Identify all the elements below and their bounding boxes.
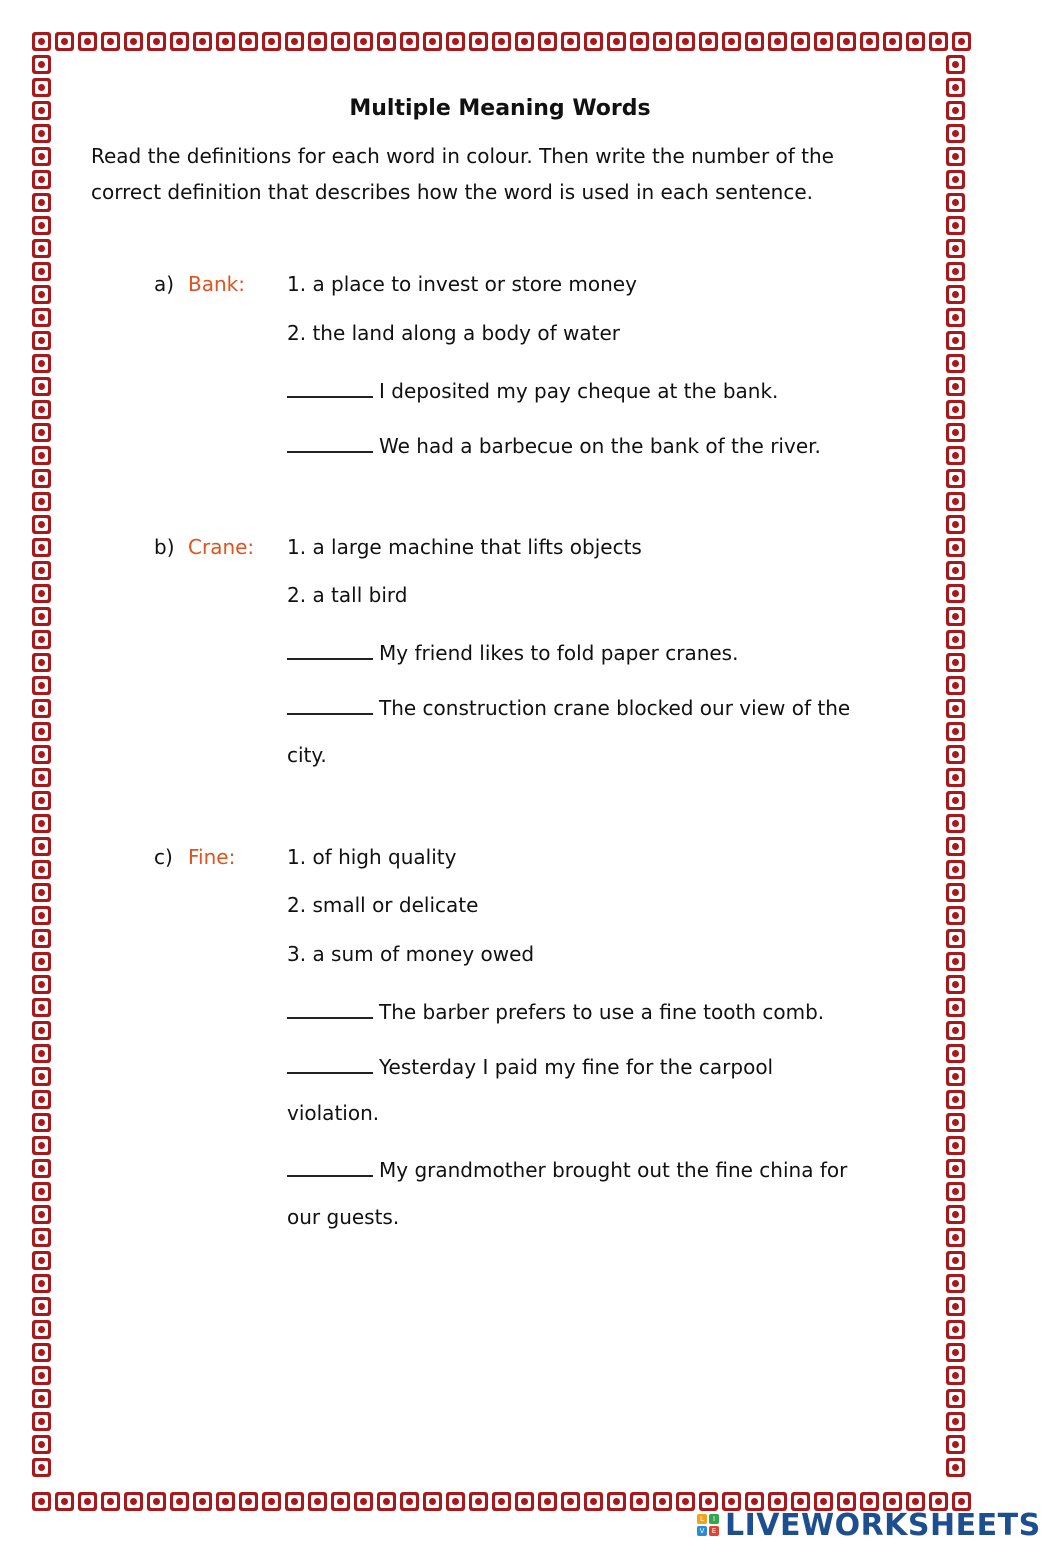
border-tile [946, 1136, 965, 1155]
sentence-row [287, 1052, 773, 1081]
border-tile [946, 814, 965, 833]
border-tile [170, 32, 189, 51]
border-top [30, 30, 973, 53]
border-tile [946, 653, 965, 672]
border-tile [946, 1435, 965, 1454]
border-tile [32, 1205, 51, 1224]
border-tile [946, 1274, 965, 1293]
border-tile [124, 1492, 143, 1511]
border-tile [32, 239, 51, 258]
border-tile [124, 32, 143, 51]
logo-icon [697, 1514, 719, 1536]
border-tile [676, 1492, 695, 1511]
border-tile [946, 147, 965, 166]
section-c-letter: c) [154, 845, 173, 869]
border-tile [32, 354, 51, 373]
border-tile [538, 1492, 557, 1511]
border-tile [768, 32, 787, 51]
border-tile [946, 561, 965, 580]
border-tile [32, 469, 51, 488]
border-tile [946, 262, 965, 281]
border-tile [32, 791, 51, 810]
border-tile [262, 1492, 281, 1511]
section-b-letter: b) [154, 535, 175, 559]
border-tile [946, 170, 965, 189]
answer-blank[interactable] [287, 1155, 373, 1177]
border-tile [946, 78, 965, 97]
border-tile [946, 446, 965, 465]
border-tile [469, 1492, 488, 1511]
border-tile [946, 377, 965, 396]
definition: 2. small or delicate [287, 893, 479, 917]
border-tile [653, 1492, 672, 1511]
answer-blank[interactable] [287, 1052, 373, 1074]
border-tile [492, 1492, 511, 1511]
border-tile [946, 1228, 965, 1247]
border-tile [676, 32, 695, 51]
border-tile [946, 1021, 965, 1040]
border-tile [946, 1205, 965, 1224]
border-tile [377, 32, 396, 51]
border-tile [630, 1492, 649, 1511]
sentence-continuation: our guests. [287, 1205, 400, 1229]
border-tile [946, 906, 965, 925]
logo-block: L [697, 1514, 707, 1524]
border-tile [946, 929, 965, 948]
border-tile [32, 1458, 51, 1477]
border-tile [32, 929, 51, 948]
border-tile [946, 55, 965, 74]
border-tile [32, 653, 51, 672]
border-tile [946, 354, 965, 373]
border-tile [946, 1251, 965, 1270]
border-tile [946, 745, 965, 764]
answer-blank[interactable] [287, 376, 373, 398]
border-tile [55, 1492, 74, 1511]
border-tile [32, 584, 51, 603]
border-tile [653, 32, 672, 51]
border-tile [32, 55, 51, 74]
border-tile [883, 32, 902, 51]
page-title: Multiple Meaning Words [349, 96, 651, 121]
sentence-text: The barber prefers to use a fine tooth comb. [379, 1000, 825, 1024]
border-tile [354, 32, 373, 51]
border-tile [32, 492, 51, 511]
border-tile [32, 1159, 51, 1178]
border-tile [946, 975, 965, 994]
section-b-word: Crane: [188, 535, 255, 559]
border-tile [216, 1492, 235, 1511]
border-tile [32, 262, 51, 281]
border-tile [946, 216, 965, 235]
border-tile [946, 1389, 965, 1408]
border-tile [860, 32, 879, 51]
border-tile [32, 975, 51, 994]
border-tile [32, 78, 51, 97]
border-tile [906, 32, 925, 51]
sentence-text: I deposited my pay cheque at the bank. [379, 379, 779, 403]
border-tile [331, 1492, 350, 1511]
sentence-row [287, 693, 850, 722]
border-tile [946, 791, 965, 810]
border-tile [946, 193, 965, 212]
border-tile [946, 1182, 965, 1201]
border-tile [946, 331, 965, 350]
border-tile [492, 32, 511, 51]
sentence-row [287, 1155, 847, 1184]
border-tile [32, 124, 51, 143]
border-tile [946, 124, 965, 143]
border-tile [946, 837, 965, 856]
border-tile [32, 308, 51, 327]
border-tile [32, 400, 51, 419]
border-tile [32, 814, 51, 833]
border-tile [32, 147, 51, 166]
sentence-text: Yesterday I paid my fine for the carpool [379, 1055, 774, 1079]
border-tile [946, 1366, 965, 1385]
border-tile [32, 216, 51, 235]
border-tile [32, 423, 51, 442]
border-tile [262, 32, 281, 51]
border-tile [946, 1412, 965, 1431]
border-tile [32, 1320, 51, 1339]
border-right [944, 53, 967, 1479]
border-tile [101, 32, 120, 51]
border-tile [584, 32, 603, 51]
border-tile [32, 1343, 51, 1362]
border-tile [32, 860, 51, 879]
border-tile [515, 32, 534, 51]
border-tile [32, 630, 51, 649]
border-tile [32, 998, 51, 1017]
border-tile [699, 32, 718, 51]
border-tile [32, 285, 51, 304]
border-tile [32, 446, 51, 465]
border-tile [814, 32, 833, 51]
border-tile [946, 1159, 965, 1178]
section-a-letter: a) [154, 272, 175, 296]
border-tile [837, 32, 856, 51]
border-tile [446, 1492, 465, 1511]
border-tile [193, 32, 212, 51]
logo-text: LIVEWORKSHEETS [725, 1507, 1041, 1543]
border-tile [946, 515, 965, 534]
border-tile [55, 32, 74, 51]
border-tile [946, 538, 965, 557]
border-tile [354, 1492, 373, 1511]
border-tile [32, 331, 51, 350]
border-tile [239, 32, 258, 51]
border-tile [32, 1274, 51, 1293]
border-tile [32, 722, 51, 741]
border-tile [946, 469, 965, 488]
border-tile [32, 1067, 51, 1086]
border-tile [946, 607, 965, 626]
border-tile [946, 768, 965, 787]
border-tile [929, 32, 948, 51]
border-tile [32, 768, 51, 787]
border-tile [946, 584, 965, 603]
border-tile [78, 1492, 97, 1511]
border-tile [32, 883, 51, 902]
border-tile [308, 32, 327, 51]
border-tile [32, 515, 51, 534]
border-tile [32, 1136, 51, 1155]
border-tile [946, 492, 965, 511]
border-tile [946, 1458, 965, 1477]
border-tile [32, 676, 51, 695]
logo-block: V [697, 1526, 707, 1536]
answer-blank[interactable] [287, 638, 373, 660]
border-tile [32, 1412, 51, 1431]
border-tile [32, 952, 51, 971]
definition: 2. the land along a body of water [287, 321, 620, 345]
border-tile [946, 308, 965, 327]
border-tile [538, 32, 557, 51]
border-tile [32, 32, 51, 51]
border-tile [946, 423, 965, 442]
border-tile [446, 32, 465, 51]
sentence-row [287, 638, 738, 667]
border-tile [561, 32, 580, 51]
border-tile [32, 837, 51, 856]
border-tile [607, 32, 626, 51]
section-c-word: Fine: [188, 845, 236, 869]
border-tile [946, 1297, 965, 1316]
border-tile [32, 377, 51, 396]
definition: 1. a large machine that lifts objects [287, 535, 642, 559]
border-tile [147, 1492, 166, 1511]
border-tile [32, 1435, 51, 1454]
border-tile [78, 32, 97, 51]
border-tile [946, 1113, 965, 1132]
border-tile [946, 952, 965, 971]
border-tile [32, 193, 51, 212]
border-tile [377, 1492, 396, 1511]
definition: 1. of high quality [287, 845, 457, 869]
border-tile [32, 1492, 51, 1511]
border-tile [469, 32, 488, 51]
sentence-row [287, 431, 821, 460]
border-tile [285, 32, 304, 51]
border-tile [946, 239, 965, 258]
border-tile [400, 32, 419, 51]
definition: 3. a sum of money owed [287, 942, 535, 966]
border-tile [147, 32, 166, 51]
border-tile [584, 1492, 603, 1511]
border-tile [946, 883, 965, 902]
answer-blank[interactable] [287, 693, 373, 715]
sentence-text: My friend likes to fold paper cranes. [379, 641, 739, 665]
border-left [30, 53, 53, 1479]
border-tile [32, 1389, 51, 1408]
sentence-text: The construction crane blocked our view of the [379, 696, 851, 720]
border-tile [946, 630, 965, 649]
sentence-text: We had a barbecue on the bank of the river. [379, 434, 821, 458]
border-tile [170, 1492, 189, 1511]
border-tile [561, 1492, 580, 1511]
border-tile [946, 1044, 965, 1063]
border-tile [946, 1090, 965, 1109]
border-tile [239, 1492, 258, 1511]
border-tile [193, 1492, 212, 1511]
border-tile [32, 607, 51, 626]
border-tile [423, 32, 442, 51]
sentence-continuation: city. [287, 743, 327, 767]
border-tile [32, 538, 51, 557]
border-tile [32, 745, 51, 764]
border-tile [946, 1343, 965, 1362]
border-tile [32, 1297, 51, 1316]
border-tile [32, 906, 51, 925]
logo-block: E [709, 1526, 719, 1536]
border-tile [946, 998, 965, 1017]
border-tile [32, 170, 51, 189]
border-tile [32, 699, 51, 718]
definition: 2. a tall bird [287, 583, 408, 607]
instructions-line-2: correct definition that describes how the word is used in each sentence. [91, 180, 814, 204]
border-tile [745, 32, 764, 51]
border-tile [722, 32, 741, 51]
sentence-row [287, 997, 824, 1026]
border-tile [515, 1492, 534, 1511]
border-tile [32, 1182, 51, 1201]
sentence-continuation: violation. [287, 1101, 380, 1125]
border-tile [946, 676, 965, 695]
border-tile [946, 400, 965, 419]
border-tile [32, 1090, 51, 1109]
sentence-row [287, 376, 778, 405]
liveworksheets-logo[interactable] [697, 1505, 1041, 1545]
border-tile [946, 722, 965, 741]
border-tile [32, 1113, 51, 1132]
border-tile [101, 1492, 120, 1511]
border-tile [791, 32, 810, 51]
border-tile [32, 1228, 51, 1247]
section-a-word: Bank: [188, 272, 245, 296]
border-tile [607, 1492, 626, 1511]
border-tile [423, 1492, 442, 1511]
border-tile [400, 1492, 419, 1511]
border-tile [331, 32, 350, 51]
instructions [91, 138, 911, 210]
border-tile [216, 32, 235, 51]
answer-blank[interactable] [287, 431, 373, 453]
border-tile [32, 1251, 51, 1270]
border-tile [32, 1021, 51, 1040]
border-tile [946, 860, 965, 879]
border-tile [285, 1492, 304, 1511]
border-tile [32, 1366, 51, 1385]
border-tile [32, 561, 51, 580]
answer-blank[interactable] [287, 997, 373, 1019]
border-tile [308, 1492, 327, 1511]
border-tile [630, 32, 649, 51]
border-tile [946, 1067, 965, 1086]
border-tile [952, 32, 971, 51]
sentence-text: My grandmother brought out the fine china for [379, 1158, 848, 1182]
definition: 1. a place to invest or store money [287, 272, 637, 296]
border-tile [946, 285, 965, 304]
logo-block: I [709, 1514, 719, 1524]
border-tile [946, 699, 965, 718]
instructions-line-1: Read the definitions for each word in colour. Then write the number of the [91, 144, 834, 168]
border-tile [32, 1044, 51, 1063]
border-tile [946, 1320, 965, 1339]
